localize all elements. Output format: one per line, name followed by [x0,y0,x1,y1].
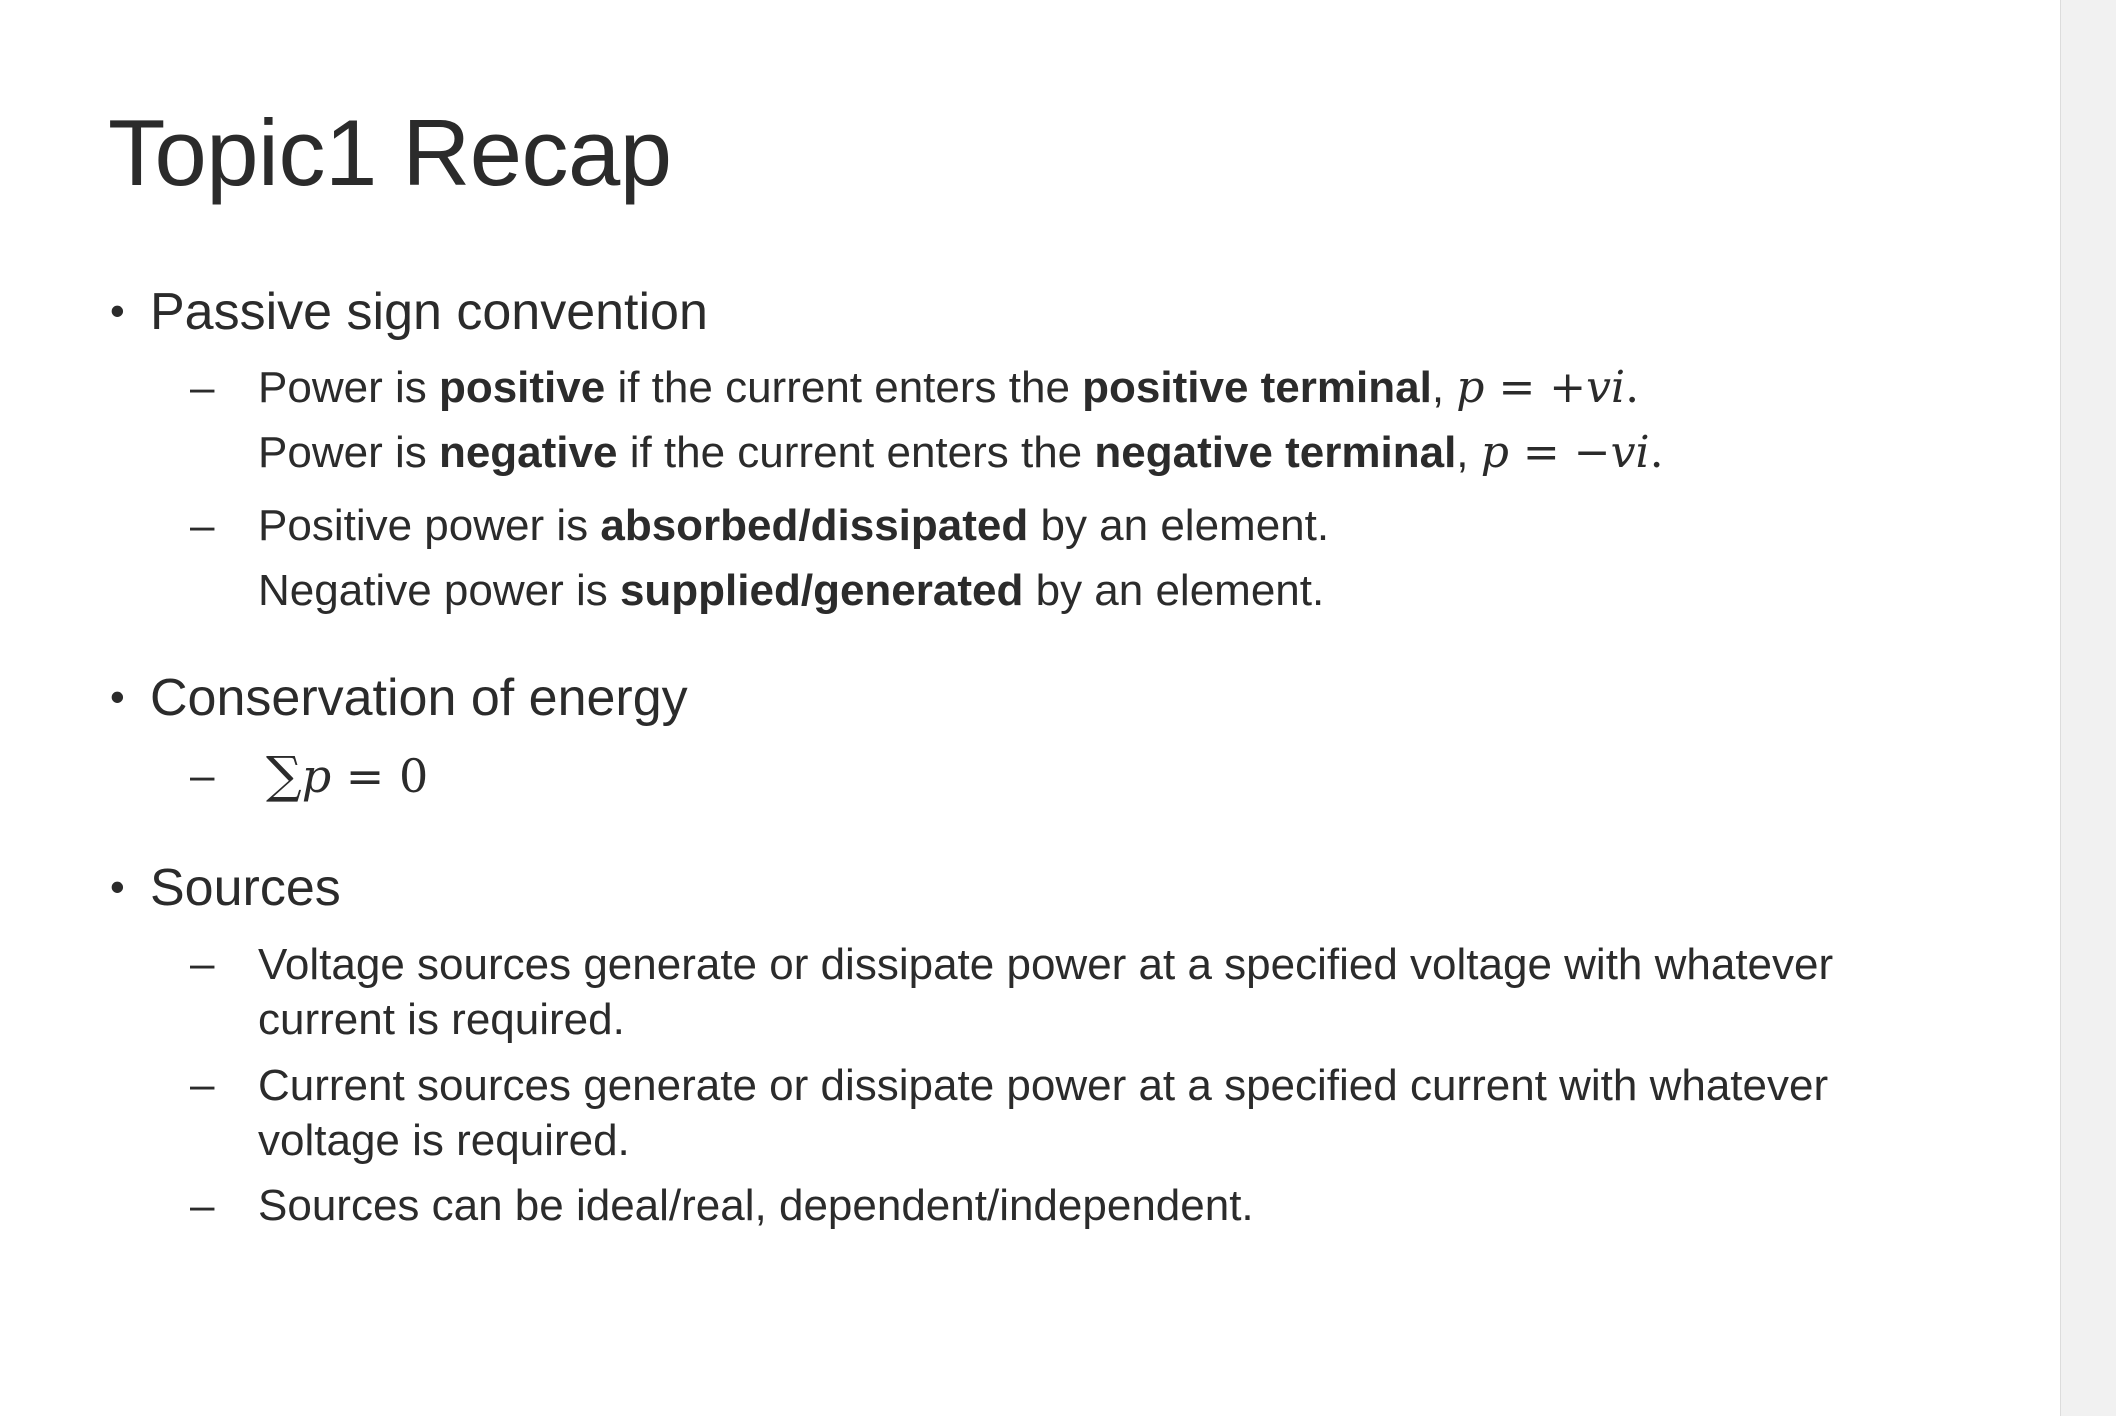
text-run: Negative power is [258,566,620,615]
math-end: . [1625,362,1640,413]
bold-run: supplied/generated [619,566,1024,615]
math-var: p [301,749,332,803]
math-end: . [1649,427,1664,478]
bold-run: positive terminal [1082,363,1432,412]
sub-item-current-sources: Current sources generate or dissipate power at a specified current with whatever voltage is required. [258,1061,1829,1165]
bold-run: absorbed/dissipated [600,501,1029,550]
sub-item-positive-power [258,362,1640,413]
window-edge [2060,0,2116,1416]
section-heading: Sources [150,859,341,917]
bullet-icon: • [110,673,125,720]
math-var: vi [1610,427,1650,478]
sub-item-voltage-sources: Voltage sources generate or dissipate power at a specified voltage with whatever current is required. [258,940,1834,1044]
text-run: Power is [258,428,439,477]
math-var: p [1456,362,1485,413]
text-run: if the current enters the [605,363,1083,412]
dash-icon: – [190,1060,215,1109]
slide-title: Topic1 Recap [108,100,672,205]
text-run: Positive power is [258,501,601,550]
sum-equation [266,746,429,804]
bullet-icon: • [110,863,125,910]
text-run: by an element. [1023,566,1325,615]
equation [1481,427,1664,478]
sub-item-supplied [258,566,1325,615]
bold-run: negative [438,428,618,477]
bold-run: negative terminal [1094,428,1457,477]
text-run: Power is [258,363,439,412]
bullet-conservation-of-energy [110,669,688,727]
section-heading: Conservation of energy [150,669,688,727]
math-var: p [1480,427,1509,478]
math-op: = 0 [331,749,429,803]
bullet-icon: • [110,287,125,334]
equation [1456,362,1639,413]
math-op: = − [1508,427,1611,478]
sub-item-absorbed [258,501,1330,550]
sub-item-source-types: Sources can be ideal/real, dependent/independent. [258,1181,1254,1230]
sigma-symbol: ∑ [266,746,302,804]
dash-icon: – [190,363,215,412]
dash-icon: – [190,501,215,550]
text-run: by an element. [1028,501,1330,550]
text-run: , [1431,363,1457,412]
dash-icon: – [190,1181,215,1230]
dash-icon: – [190,751,215,800]
math-var: vi [1586,362,1626,413]
sub-item-negative-power [258,427,1664,478]
text-run: if the current enters the [617,428,1095,477]
math-op: = + [1484,362,1587,413]
text-run: , [1456,428,1481,477]
bold-run: positive [438,363,606,412]
section-heading: Passive sign convention [150,283,708,341]
bullet-passive-sign-convention [110,283,708,341]
dash-icon: – [190,939,215,988]
bullet-sources [110,859,341,917]
